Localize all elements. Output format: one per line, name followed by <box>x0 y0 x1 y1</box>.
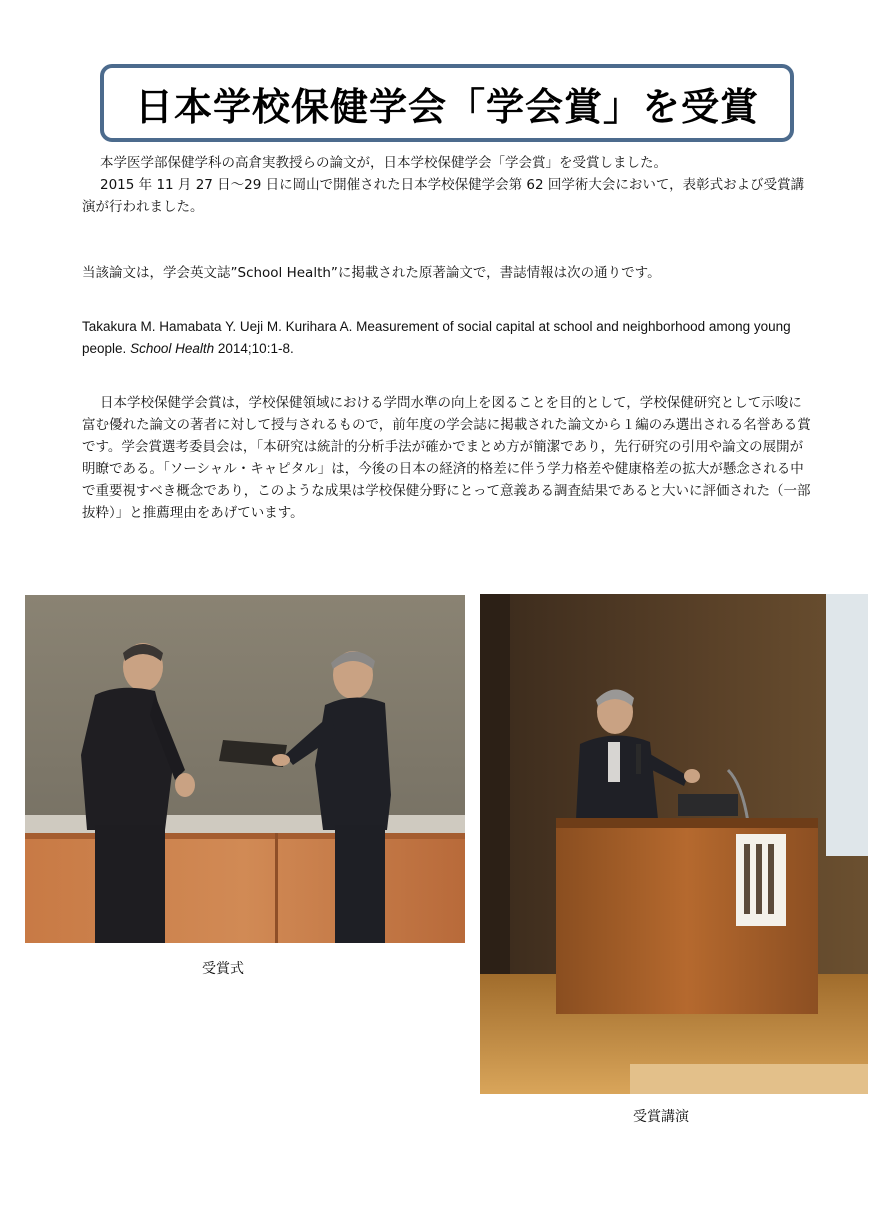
citation-authors-title: Takakura M. Hamabata Y. Ueji M. Kurihara A. Measurement of social capital at school and neighborhood among young people. <box>82 319 791 356</box>
intro-line-1: 本学医学部保健学科の高倉実教授らの論文が，日本学校保健学会「学会賞」を受賞しました。 <box>100 155 667 171</box>
citation-journal: School Health <box>130 341 215 356</box>
lecture-caption: 受賞講演 <box>633 1109 689 1125</box>
title-box <box>100 64 794 142</box>
citation-details: 2014;10:1-8. <box>217 341 294 356</box>
page-title: 日本学校保健学会「学会賞」を受賞 <box>134 84 759 129</box>
intro-line-2: 2015 年 11 月 27 日～29 日に岡山で開催された日本学校保健学会第 62 回学術大会において，表彰式および受賞講演が行われました。 <box>82 177 805 215</box>
citation <box>82 316 814 360</box>
award-description: 日本学校保健学会賞は，学校保健領域における学問水準の向上を図ることを目的として，学校保健研究として示唆に富む優れた論文の著者に対して授与されるもので，前年度の学会誌に掲載された論文から１編のみ選出される名誉ある賞です。学会賞選考委員会は，「本研究は統計的分析手法が確かでまとめ方が簡潔であり，先行研究の引用や論文の展開が明瞭である。「ソーシャル・キャピタル」は，今後の日本の経済的格差に伴う学力格差や健康格差の拡大が懸念される中で重要視すべき概念であり，このような成果は学校保健分野にとって意義ある調査結果であると大いに評価された（一部抜粋）」と推薦理由をあげています。 <box>82 395 811 521</box>
ceremony-caption: 受賞式 <box>202 961 244 977</box>
ceremony-photo <box>25 595 465 943</box>
paper-intro: 当該論文は，学会英文誌”School Health”に掲載された原著論文で，書誌情報は次の通りです。 <box>82 265 661 281</box>
lecture-photo <box>480 594 868 1094</box>
